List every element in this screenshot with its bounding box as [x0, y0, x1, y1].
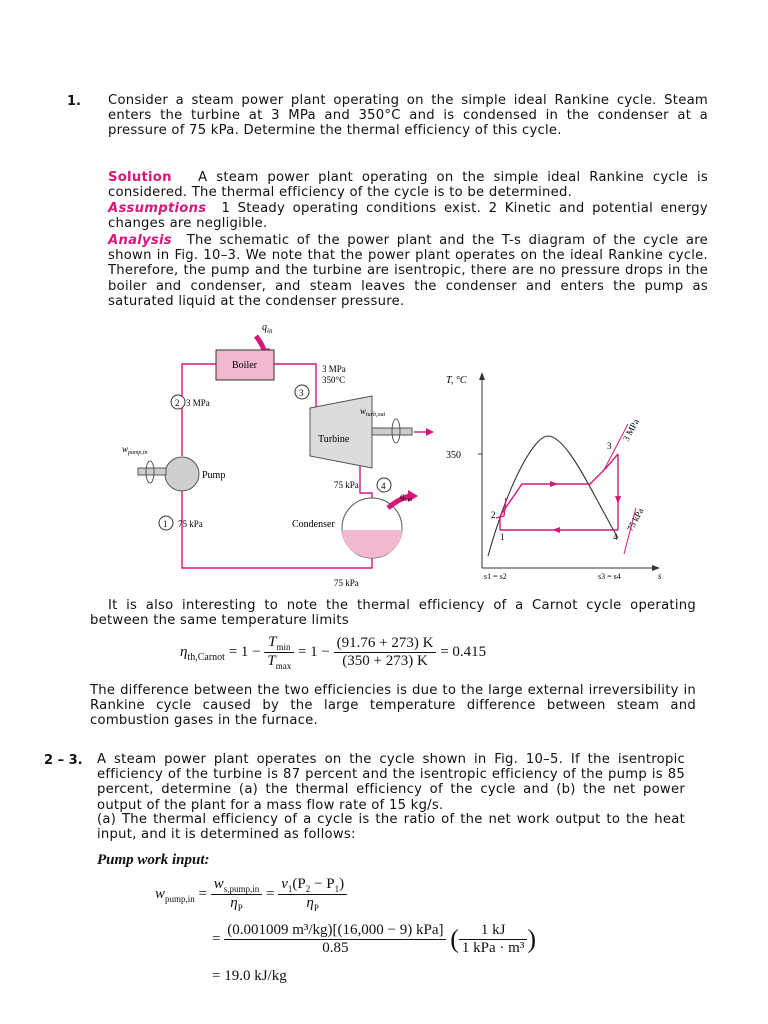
assumptions-text: 1 Steady operating conditions exist. 2 Kinetic and potential energy changes are negligible. — [108, 201, 708, 232]
power-plant-schematic — [120, 318, 450, 588]
problem-statement: Consider a steam power plant operating on the simple ideal Rankine cycle. Steam enters the turbine at 3 MPa and 350°C and is condensed in the condenser at a pressure of 75 kPa. Determine the thermal efficiency of this cycle. — [108, 93, 708, 139]
state-4-number: 4 — [381, 481, 386, 491]
pump-work-result: = 19.0 kJ/kg — [212, 968, 287, 984]
ts-x-axis-label: s — [658, 571, 662, 581]
boiler-label: Boiler — [232, 360, 257, 371]
carnot-conclusion: The difference between the two efficiencies is due to the large external irreversibility in Rankine cycle caused by the large temperature difference between steam and combustion gases in the furnace. — [90, 683, 696, 729]
pump-label: Pump — [202, 470, 226, 481]
state-2-number: 2 — [175, 398, 180, 408]
ts-tick-350: 350 — [446, 450, 461, 461]
carnot-equation: $\eta_{th,Carnot} = 1$ − $\frac{T_{min}}{T_{max}}$ = 1 − $\frac{(91.76 + 273) K}{(350 + 273) K}$ = 0.415 — [180, 634, 487, 671]
state3-pressure: 3 MPa — [322, 364, 346, 374]
state-1-number: 1 — [163, 519, 168, 529]
analysis-block — [108, 233, 708, 309]
w-pump-label: $w_{pump,in}$ — [122, 444, 148, 456]
problem23-number: 2 – 3. — [44, 753, 83, 768]
analysis-label: Analysis — [108, 233, 172, 248]
turbine-label: Turbine — [318, 434, 350, 445]
pump-work-eq-line1: $w_{pump,in}$ = $\frac{w_{s,pump,in}}{\eta_P}$ = $\frac{v_1(P_2 - P_1)}{\eta_P}$ — [155, 876, 347, 913]
ts-diagram — [440, 368, 670, 586]
ts-75kpa-isobar: 75 kPa — [624, 506, 646, 533]
problem23-part-a: (a) The thermal efficiency of a cycle is the ratio of the net work output to the heat input, and it is determined as follows: — [97, 812, 685, 843]
ts-s1-s2: s1 = s2 — [484, 572, 507, 581]
assumptions-block — [108, 201, 708, 231]
state1-pressure: 75 kPa — [178, 519, 203, 529]
solution-label: Solution — [108, 170, 172, 185]
q-out-label: $q_{out}$ — [400, 491, 413, 503]
state3-temperature: 350°C — [322, 375, 346, 385]
solution-text: A steam power plant operating on the simple ideal Rankine cycle is considered. The thermal efficiency of the cycle is to be determined. — [108, 170, 709, 201]
bottom-pressure: 75 kPa — [334, 578, 359, 588]
w-turb-label: $w_{turb,out}$ — [360, 406, 386, 418]
carnot-intro: It is also interesting to note the thermal efficiency of a Carnot cycle operating between the same temperature limits — [90, 598, 696, 629]
state2-pressure: 3 MPa — [186, 398, 210, 408]
condenser-label: Condenser — [292, 519, 335, 530]
ts-s3-s4: s3 = s4 — [598, 572, 621, 581]
problem-number: 1. — [67, 94, 81, 109]
state-3-number: 3 — [299, 388, 304, 398]
solution-block — [108, 170, 708, 200]
ts-y-axis-label: T, °C — [446, 375, 467, 386]
ts-point-4: 4 — [613, 532, 618, 542]
analysis-text: The schematic of the power plant and the T-s diagram of the cycle are shown in Fig. 10–3. We note that the power plant operates on the ideal Rankine cycle. Therefore, the pump and the turbine are isentropic, there are no pressure drops in the boiler and condenser, and steam leaves the condenser and enters the pump as saturated liquid at the condenser pressure. — [108, 233, 708, 309]
pump-work-heading: Pump work input: — [97, 852, 210, 868]
ts-point-3: 3 — [607, 441, 612, 451]
ts-point-2: 2 — [491, 510, 496, 520]
problem23-statement: A steam power plant operates on the cycle shown in Fig. 10–5. If the isentropic efficiency of the turbine is 87 percent and the isentropic efficiency of the pump is 85 percent, determine (a) the thermal efficiency of the cycle and (b) the net power output of the plant for a mass flow rate of 15 kg/s. — [97, 752, 685, 813]
q-in-label: $q_{in}$ — [262, 322, 273, 335]
ts-3mpa-isobar: 3 MPa — [620, 417, 641, 443]
state4-pressure: 75 kPa — [334, 480, 359, 490]
ts-point-1: 1 — [500, 532, 505, 542]
assumptions-label: Assumptions — [108, 201, 207, 216]
pump-work-eq-line2: = $\frac{\text{(0.001009 m³/kg)[(16,000 − 9) kPa]}}{0.85}$ ( $\frac{1 kJ}{\text{1 kPa · m³}}$ ) — [212, 922, 536, 956]
